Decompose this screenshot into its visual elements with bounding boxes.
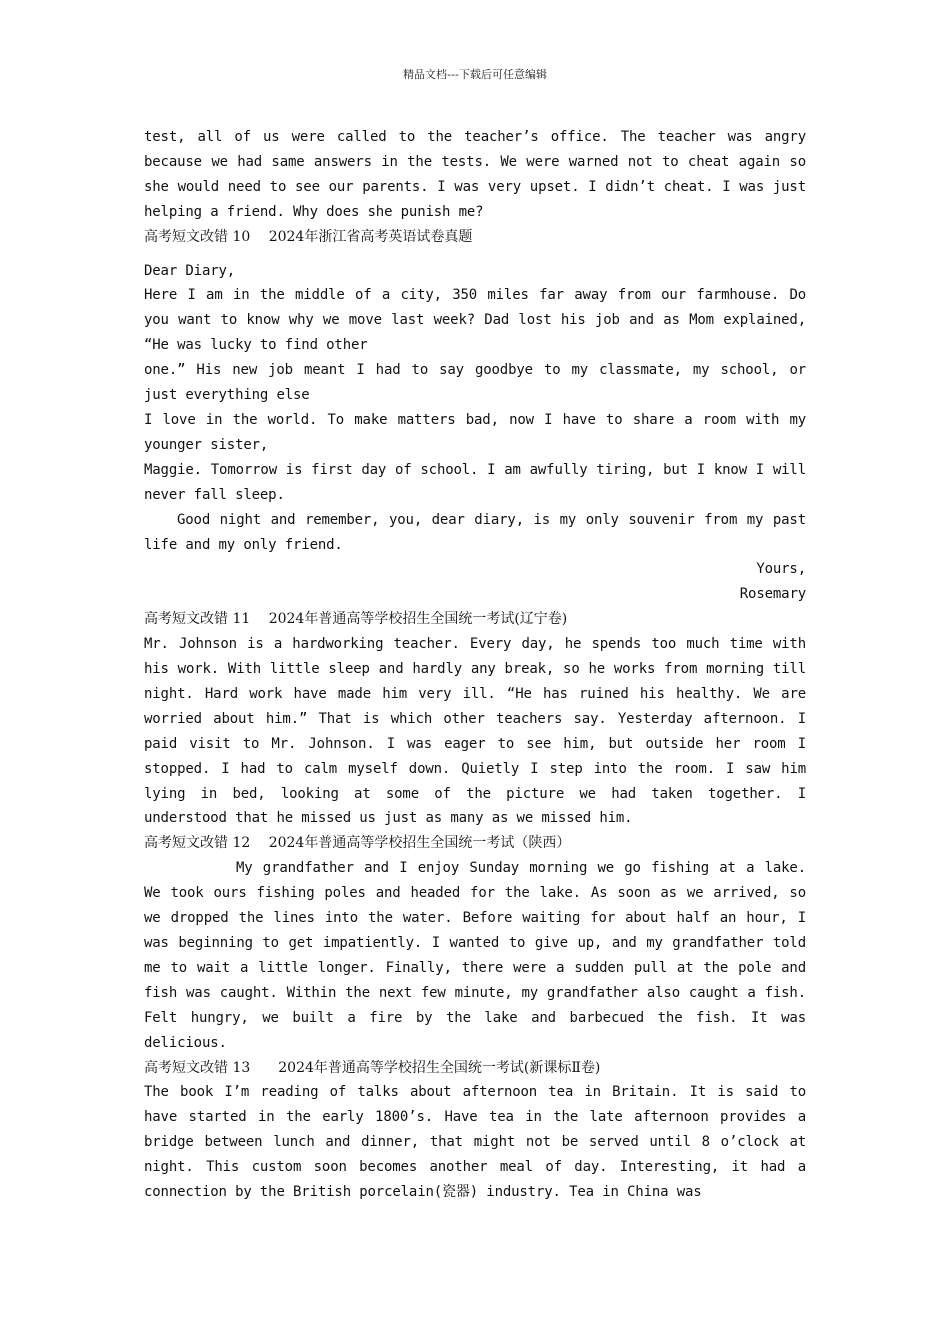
diary-line-3: I love in the world. To make matters bad, now I have to share a room with my younger sister, [144,411,806,453]
section-12-title: 高考短文改错 12 2024年普通高等学校招生全国统一考试（陕西） [144,835,571,852]
diary-line-1: Here I am in the middle of a city, 350 miles far away from our farmhouse. Do you want to know why we move last week? Dad lost his job and as Mom explained, “He was lucky to find other [144,287,806,354]
section-13-title: 高考短文改错 13 2024年普通高等学校招生全国统一考试(新课标Ⅱ卷) [144,1059,601,1076]
section-10-title: 高考短文改错 10 2024年浙江省高考英语试卷真题 [144,228,473,245]
section-13-paragraph: The book I’m reading of talks about afternoon tea in Britain. It is said to have started in the early 1800’s. Have tea in the late afternoon provides a bridge between lunch and dinner, that might not be served until 8 o’clock at night. This custom soon becomes another meal of day. Interesting, it had a connection by the British porcelain(瓷器) industry. Tea in China was [144,1084,806,1201]
section-9-paragraph: test, all of us were called to the teacher’s office. The teacher was angry because we had same answers in the tests. We were warned not to cheat again so she would need to see our parents. I was very upset. I didn’t cheat. I was just helping a friend. Why does she punish me? [144,129,806,220]
diary-closing-paragraph: Good night and remember, you, dear diary, is my only souvenir from my past life and my only friend. [144,511,806,553]
page-header: 精品文档---下载后可任意编辑 [403,68,547,81]
section-12-paragraph: My grandfather and I enjoy Sunday morning we go fishing at a lake. We took ours fishing poles and headed for the lake. As soon as we arrived, so we dropped the lines into the water. Before waiting for about half an hour, I was beginning to get impatiently. I wanted to give up, and my grandfather told me to wait a little longer. Finally, there were a sudden pull at the pole and fish was caught. Within the next few minute, my grandfather also caught a fish. Felt hungry, we built a fire by the lake and barbecued the fish. It was delicious. [144,860,806,1051]
diary-greeting: Dear Diary, [144,262,236,279]
diary-line-2: one.” His new job meant I had to say goodbye to my classmate, my school, or just everything else [144,362,806,404]
diary-line-4: Maggie. Tomorrow is first day of school. I am awfully tiring, but I know I will never fall sleep. [144,461,806,503]
diary-sign-off: Yours, [756,561,806,578]
document-body [144,125,806,1205]
diary-signature: Rosemary [739,586,806,603]
section-11-title: 高考短文改错 11 2024年普通高等学校招生全国统一考试(辽宁卷) [144,611,568,628]
section-11-paragraph: Mr. Johnson is a hardworking teacher. Every day, he spends too much time with his work. With little sleep and hardly any break, so he works from morning till night. Hard work have made him very ill. “He has ruined his healthy. We are worried about him.” That is which other teachers say. Yesterday afternoon. I paid visit to Mr. Johnson. I was eager to see him, but outside her room I stopped. I had to calm myself down. Quietly I step into the room. I saw him lying in bed, looking at some of the picture we had taken together. I understood that he missed us just as many as we missed him. [144,636,806,827]
